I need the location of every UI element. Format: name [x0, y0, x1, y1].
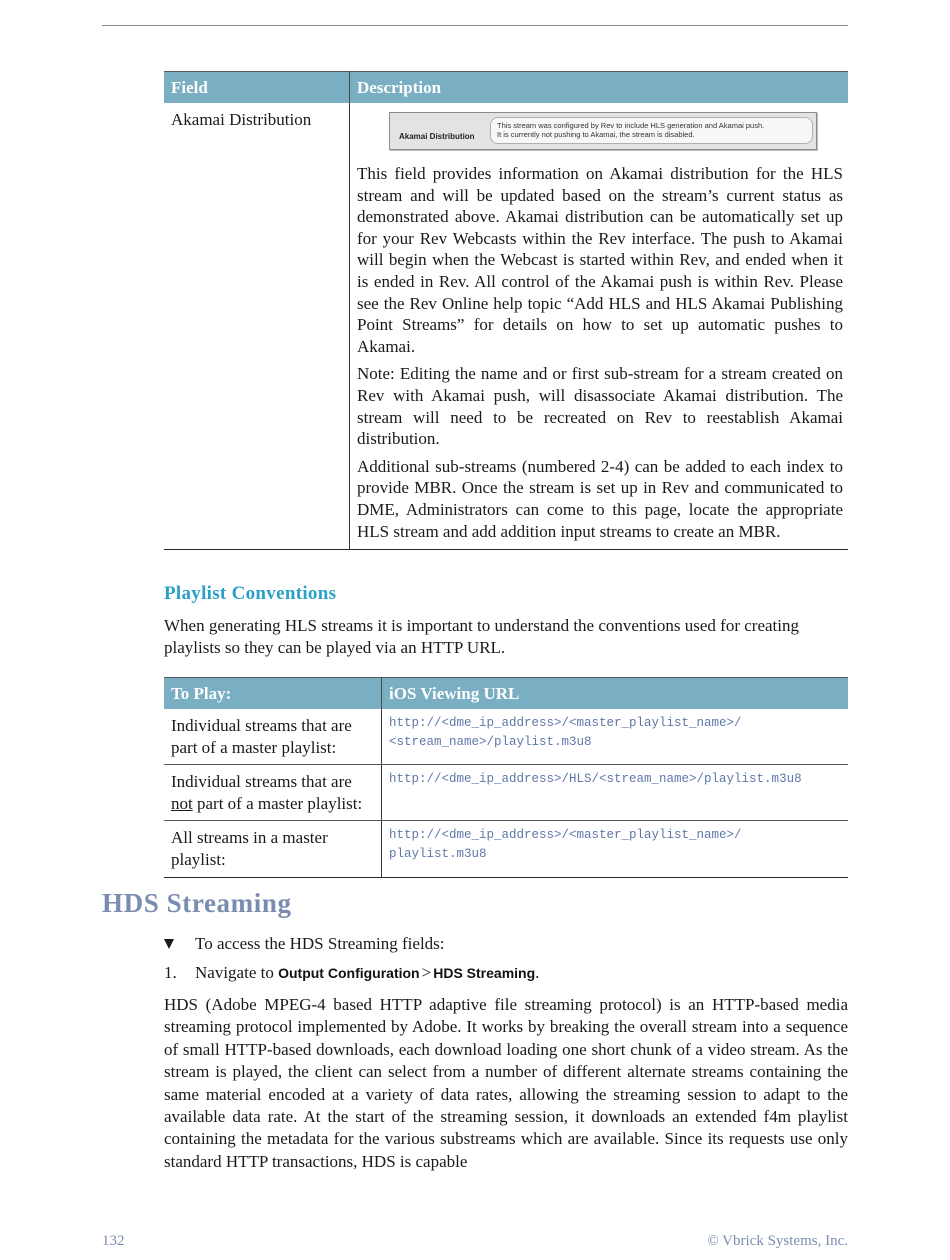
ios-url-cell	[382, 821, 849, 877]
playlist-conventions-heading: Playlist Conventions	[164, 583, 337, 604]
table-row	[164, 765, 848, 821]
table-header-row	[164, 678, 848, 710]
header-rule	[102, 25, 848, 26]
url-line: http://<dme_ip_address>/<master_playlist_name>/	[389, 828, 742, 843]
column-header-description: Description	[350, 72, 849, 104]
url-line: http://<dme_ip_address>/HLS/<stream_name>/playlist.m3u8	[389, 772, 802, 787]
to-play-text: Individual streams that are	[171, 772, 352, 792]
description-cell	[350, 103, 849, 550]
table-row	[164, 709, 848, 765]
step-number: 1.	[164, 963, 177, 982]
step-text	[195, 963, 539, 983]
url-line: playlist.m3u8	[389, 847, 487, 862]
menu-hds-streaming: HDS Streaming	[433, 965, 536, 981]
menu-separator: >	[421, 963, 432, 982]
to-play-cell	[164, 765, 382, 821]
hds-streaming-heading: HDS Streaming	[102, 888, 292, 918]
procedure-intro-text: To access the HDS Streaming fields:	[195, 934, 445, 953]
hds-description-paragraph: HDS (Adobe MPEG-4 based HTTP adaptive file streaming protocol) is an HTTP-based media streaming protocol implemented by Adobe. It works by breaking the overall stream into a sequence of small HTTP-based downloads, each download loading one short chunk of a video stream. As the stream is played, the client can select from a number of different alternate streams containing the same material encoded at a variety of data rates, allowing the streaming session to adapt to the available data rate. At the start of the streaming session, it downloads an extended f4m playlist containing the metadata for the various substreams which are available. Since its requests use only standard HTTP transactions, HDS is capable	[164, 995, 848, 1171]
table-row	[164, 103, 848, 550]
description-paragraph: Additional sub-streams (numbered 2-4) can be added to each index to provide MBR. Once the stream is set up in Rev and communicated to DME, Administrators can come to this page, locate the appropriate HLS stream and add addition input streams to create an MBR.	[357, 456, 843, 541]
to-play-text: All streams in a master playlist:	[171, 828, 328, 869]
step-prefix: Navigate to	[195, 963, 279, 982]
to-play-text: part of a master playlist:	[192, 793, 363, 813]
playlist-intro-text: When generating HLS streams it is important to understand the conventions used for creating playlists so they can be played via an HTTP URL.	[164, 616, 799, 657]
column-header-field: Field	[164, 72, 350, 104]
playlist-url-table	[164, 677, 848, 878]
status-message-line: This stream was configured by Rev to include HLS generation and Akamai push.	[497, 121, 765, 130]
table-header-row	[164, 72, 848, 104]
copyright-notice: © Vbrick Systems, Inc.	[707, 1233, 848, 1249]
url-line: <stream_name>/playlist.m3u8	[389, 735, 592, 749]
to-play-cell	[164, 821, 382, 877]
to-play-text: Individual streams that are part of a master playlist:	[171, 716, 352, 757]
table-row	[164, 821, 848, 877]
url-line: http://<dme_ip_address>/<master_playlist_name>/	[389, 716, 742, 730]
column-header-ios-url: iOS Viewing URL	[382, 678, 849, 710]
to-play-cell	[164, 709, 382, 765]
to-play-emphasis: not	[171, 793, 193, 813]
description-paragraph: This field provides information on Akamai distribution for the HLS stream and will be updated based on the stream’s current status as demonstrated above. Akamai distribution can be automatically set up for your Rev Webcasts within the Rev interface. The push to Akamai will begin when the Webcast is started within Rev, and ended when it is ended in Rev. All control of the Akamai push is within Rev. Please see the Rev Online help topic “Add HLS and HLS Akamai Publishing Point Streams” for details on how to set up automatic pushes to Akamai.	[357, 164, 843, 356]
note-paragraph: Note: Editing the name and or first sub-stream for a stream created on Rev with Akamai push, will disassociate Akamai distribution. The stream will need to be recreated on Rev to reestablish Akamai distribution.	[357, 364, 843, 449]
screenshot-status-message	[490, 117, 813, 144]
field-description-table	[164, 71, 848, 550]
field-name-cell: Akamai Distribution	[164, 103, 350, 550]
ios-url-cell	[382, 765, 849, 821]
ios-url-cell	[382, 709, 849, 765]
page-number: 132	[102, 1233, 125, 1249]
status-message-line: It is currently not pushing to Akamai, the stream is disabled.	[497, 130, 695, 139]
screenshot-label: Akamai Distribution	[399, 132, 475, 141]
step-suffix: .	[535, 963, 540, 982]
triangle-bullet-icon	[164, 939, 174, 949]
akamai-distribution-screenshot	[389, 112, 817, 150]
menu-output-configuration: Output Configuration	[278, 965, 420, 981]
column-header-to-play: To Play:	[164, 678, 382, 710]
